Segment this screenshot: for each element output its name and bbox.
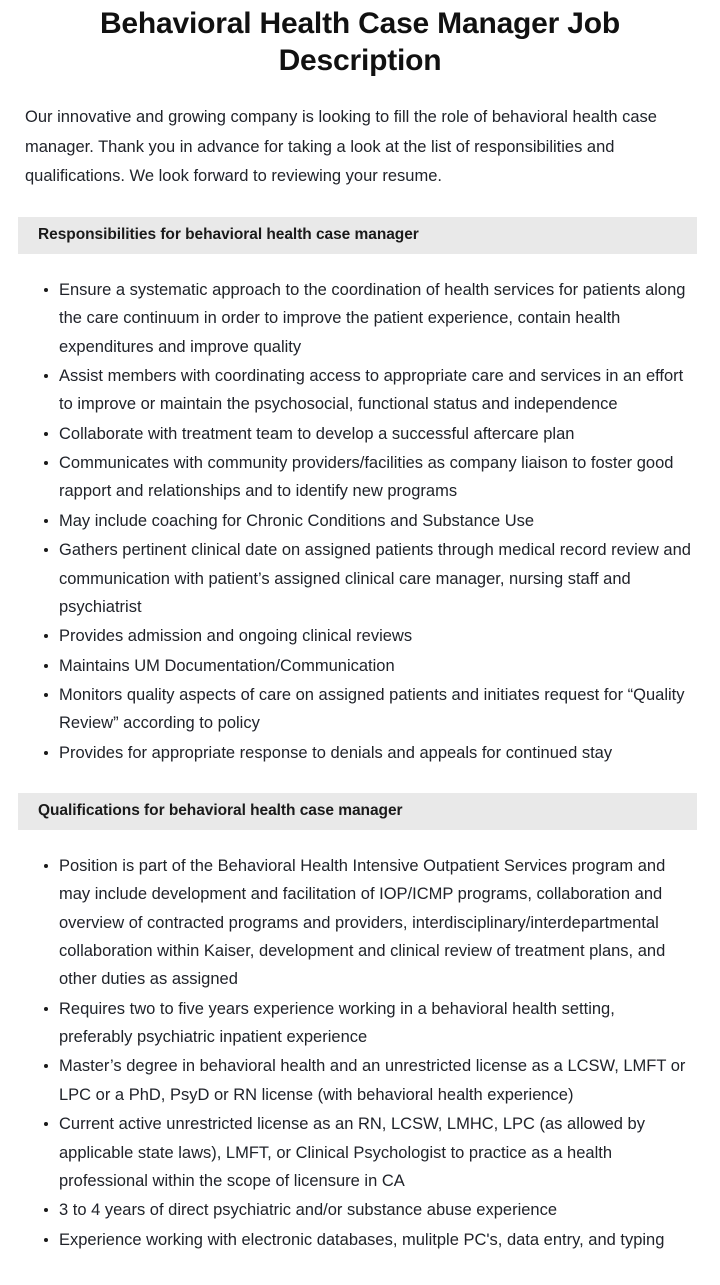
section-heading-label: Qualifications for behavioral health case manager (38, 802, 403, 820)
section-header-responsibilities (18, 217, 697, 254)
qualifications-list (0, 830, 720, 1254)
list-item: Assist members with coordinating access to appropriate care and services in an effort to improve or maintain the psychosocial, functional status and independence (44, 362, 692, 419)
section-responsibilities (0, 217, 720, 767)
list-item: May include coaching for Chronic Conditions and Substance Use (44, 507, 692, 535)
page-title: Behavioral Health Case Manager Job Description (99, 7, 621, 77)
list-item: Maintains UM Documentation/Communication (44, 652, 692, 680)
list-item: Experience working with electronic databases, mulitple PC's, data entry, and typing (44, 1226, 692, 1254)
list-item: Provides admission and ongoing clinical reviews (44, 622, 692, 650)
section-heading-label: Responsibilities for behavioral health case manager (38, 226, 419, 244)
intro-paragraph: Our innovative and growing company is looking to fill the role of behavioral health case manager. Thank you in advance for taking a look at the list of responsibilities and qualifications. We look forward to reviewing your resume. (25, 108, 657, 185)
list-item: Collaborate with treatment team to develop a successful aftercare plan (44, 420, 692, 448)
list-item: Current active unrestricted license as an RN, LCSW, LMHC, LPC (as allowed by applicable state laws), LMFT, or Clinical Psychologist to practice as a health professional within the scope of licensure in CA (44, 1110, 692, 1195)
list-item: Master’s degree in behavioral health and an unrestricted license as a LCSW, LMFT or LPC or a PhD, PsyD or RN license (with behavioral health experience) (44, 1052, 692, 1109)
list-item: Position is part of the Behavioral Health Intensive Outpatient Services program and may include development and facilitation of IOP/ICMP programs, collaboration and overview of contracted programs and providers, interdisciplinary/interdepartmental collaboration within Kaiser, development and clinical review of treatment plans, and other duties as assigned (44, 852, 692, 994)
list-item: Gathers pertinent clinical date on assigned patients through medical record review and communication with patient’s assigned clinical care manager, nursing staff and psychiatrist (44, 536, 692, 621)
list-item: Communicates with community providers/facilities as company liaison to foster good rapport and relationships and to identify new programs (44, 449, 692, 506)
responsibilities-list (0, 254, 720, 767)
section-qualifications (0, 793, 720, 1254)
list-item: Requires two to five years experience working in a behavioral health setting, preferably psychiatric inpatient experience (44, 995, 692, 1052)
list-item: Monitors quality aspects of care on assigned patients and initiates request for “Quality Review” according to policy (44, 681, 692, 738)
list-item: Provides for appropriate response to denials and appeals for continued stay (44, 739, 692, 767)
section-header-qualifications (18, 793, 697, 830)
list-item: 3 to 4 years of direct psychiatric and/or substance abuse experience (44, 1196, 692, 1224)
list-item: Ensure a systematic approach to the coordination of health services for patients along the care continuum in order to improve the patient experience, contain health expenditures and improve quality (44, 276, 692, 361)
